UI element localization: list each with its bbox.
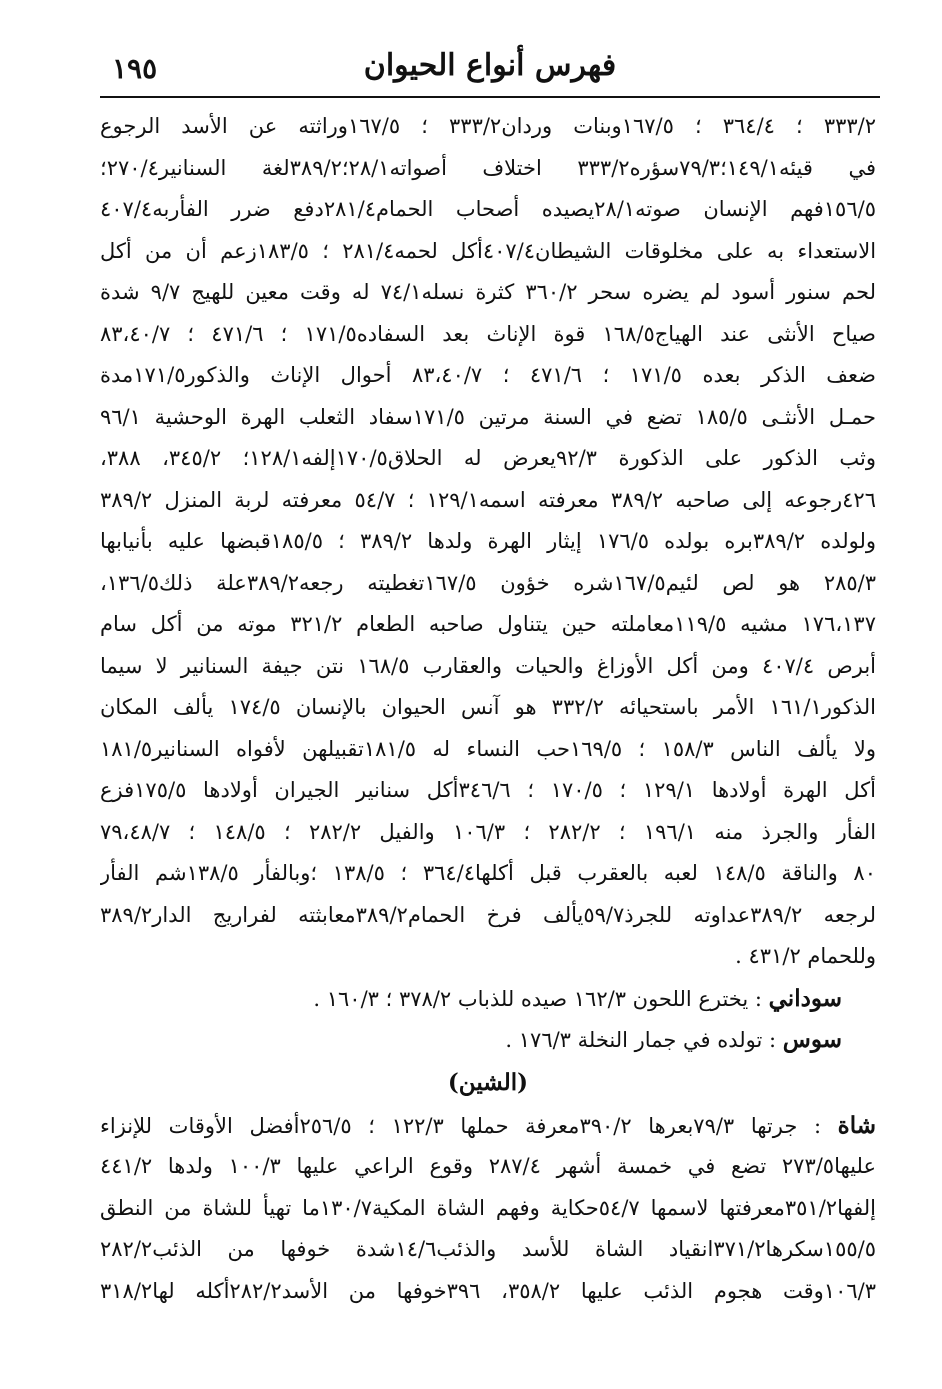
running-title: فهرس أنواع الحيوان [363, 48, 617, 83]
text-line: ١٠٦/٣وقت هجوم الذئب عليها ٣٥٨/٢، ٣٩٦خوفها من الأسد٢٨٢/٢أكله لها٣١٨/٢ [100, 1278, 876, 1303]
text-line: الذكور١٦١/١ الأمر باستحيائه ٣٣٢/٢ هو آنس الحيوان بالإنسان ١٧٤/٥ يألف المكان [100, 695, 876, 719]
text-line: ٢٨٥/٣ هو لص لئيم١٦٧/٥شره خؤون ١٦٧/٥تغطيته رجعه٣٨٩/٢علة ذلك١٣٦/٥، [100, 570, 876, 595]
cat-entry-continuation [100, 106, 876, 978]
section-heading-shin: (الشين) [447, 1068, 529, 1096]
text-line: الفأر والجرذ منه ١٩٦/١ ؛ ٢٨٢/٢ ؛ ١٠٦/٣ والفيل ٢٨٢/٢ ؛ ١٤٨/٥ ؛ ٧٩،٤٨/٧ [100, 819, 876, 844]
text-line: ٨٠ والناقة ١٤٨/٥ لعبه بالعقرب قبل أكلها٣٦٤/٤ ؛ ١٣٨/٥ ؛وبالفأر ١٣٨/٥شم الفأر [100, 861, 876, 885]
page-number: ١٩٥ [112, 52, 158, 85]
index-entry-sudani [100, 978, 876, 1020]
text-line: أبرص ٤٠٧/٤ ومن أكل الأوزاغ والحيات والعقارب ١٦٨/٥ نتن جيفة السنانير لا سيما [100, 653, 876, 678]
text-line: وللحمام ٤٣١/٢ . [735, 944, 876, 968]
text-line: عليها٢٧٣/٥ تضع في خمسة أشهر ٢٨٧/٤ وقوع الراعي عليها ١٠٠/٣ ولدها ٤٤١/٢ [100, 1154, 876, 1178]
text-line: ولولده ٣٨٩/٢بره بولده ١٧٦/٥ إيثار الهرة ولدها ٣٨٩/٢ ؛ ١٨٥/٥قبضها عليه بأنيابها [100, 529, 876, 553]
text-line: ٣٣٣/٢ ؛ ٣٦٤/٤ ؛ ١٦٧/٥وبنات وردان٣٣٣/٢ ؛ ١٦٧/٥وراثته عن الأسد الرجوع [100, 114, 876, 138]
page-header [100, 38, 880, 98]
text-line: صياح الأنثى عند الهياج١٦٨/٥ قوة الإناث بعد السفاده١٧١/٥ ؛ ٤٧١/٦ ؛ ٨٣،٤٠/٧ [100, 321, 876, 346]
text-line: ١٥٥/٥سكرها٣٧١/٢انقياد الشاة للأسد والذئب١٤/٦شدة خوفها من الذئب٢٨٢/٢ [100, 1237, 876, 1261]
text-line: وثب الذكور على الذكورة ٩٢/٣يعرض له الحلاق١٧٠/٥إلفه١٢٨/١؛ ٣٤٥/٢، ٣٨٨، [100, 446, 876, 470]
entry-text: : يخترع اللحون ١٦٢/٣ صيده للذباب ٣٧٨/٢ ؛ ١٦٠/٣ . [313, 986, 769, 1011]
text-line: حمـل الأنثـى ١٨٥/٥ تضع في السنة مرتين ١٧١/٥سفاد الثعلب الهرة الوحشية ٩٦/١ [100, 404, 876, 429]
text-line: ولا يألف الناس ١٥٨/٣ ؛ ١٦٩/٥حب النساء له ١٨١/٥تقبيلهن لأفواه السنانير١٨١/٥ [100, 736, 876, 761]
text-line: ١٧٦،١٣٧ مشيه ١١٩/٥معاملته حين يتناول صاحبه الطعام ٣٢١/٢ موته من أكل سام [100, 612, 876, 636]
text-line: في قيئه١٤٩/١؛٧٩/٣سؤره٣٣٣/٢ اختلاف أصواته٢٨/١؛٣٨٩/٢لغة السنانير٢٧٠/٤؛ [100, 155, 876, 180]
entry-headword: سوداني [768, 984, 842, 1012]
text-line: الاستعداء به على مخلوقات الشيطان٤٠٧/٤أكل لحمه٢٨١/٤ ؛ ١٨٣/٥زعم أن من أكل [100, 238, 876, 263]
text-line: ٤٢٦رجوعه إلى صاحبه ٣٨٩/٢ معرفته اسمه١٢٩/١ ؛ ٥٤/٧ معرفته لربة المنزل ٣٨٩/٢ [100, 487, 876, 512]
text-line: إلفها٣٥١/٢معرفتها لاسمها ٥٤/٧حكاية وفهم الشاة المكية١٣٠/٧ما تهيأ للشاة من النطق [100, 1195, 876, 1220]
text-line: ضعف الذكر بعده ١٧١/٥ ؛ ٤٧١/٦ ؛ ٨٣،٤٠/٧ أحوال الإناث والذكور١٧١/٥مدة [100, 363, 876, 387]
text-line [100, 1105, 876, 1147]
text-line: لرجعه ٣٨٩/٢عداوته للجرذ٥٩/٧يألف فرخ الحمام٣٨٩/٢معابثته لفراريج الدار٣٨٩/٢ [100, 902, 876, 927]
text-line: أكل الهرة أولادها ١٢٩/١ ؛ ١٧٠/٥ ؛ ٣٤٦/٦أكل سنانير الجيران أولادها ١٧٥/٥فزع [100, 778, 876, 802]
index-entry-sus [100, 1019, 876, 1061]
entry-headword: شاة [837, 1111, 876, 1139]
text-line: ١٥٦/٥فهم الإنسان صوته٢٨/١يصيده أصحاب الحمام٢٨١/٤دفع ضرر الفأربه٤٠٧/٤ [100, 197, 876, 221]
entry-text: : جرتها ٧٩/٣بعرها ٣٩٠/٢معرفة حملها ١٢٢/٣ ؛ ٢٥٦/٥أفضل الأوقات للإنزاء [100, 1113, 838, 1138]
index-entry-shah [100, 1105, 876, 1313]
entry-text: : تولده في جمار النخلة ١٧٦/٣ . [505, 1028, 783, 1052]
text-line: لحم سنور أسود لم يضره سحر ٣٦٠/٢ كثرة نسله٧٤/١ له وقت معين للهيج ٩/٧ شدة [100, 280, 876, 304]
entry-headword: سوس [782, 1026, 842, 1053]
index-body [100, 106, 876, 1312]
